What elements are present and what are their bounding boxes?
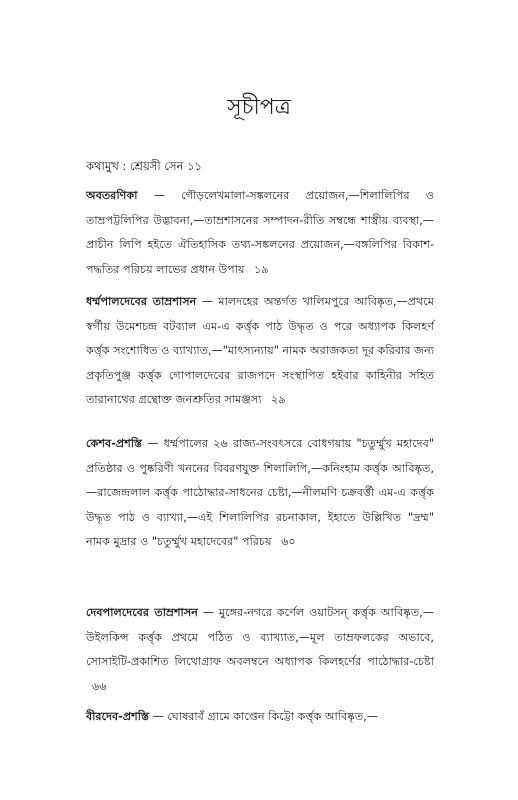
toc-entry-obotoronika <box>86 184 434 282</box>
entry-text: — ঘোষরাবঁ গ্রামে কাপ্তেন কিট্টো কর্ত্তৃক আবিষ্কৃত,— <box>152 710 378 723</box>
entry-text: — ধর্ম্মপালের ২৬ রাজ্য-সংবৎসরে বোধগয়ায় "চতুর্ম্মুখ মহাদেব" প্রতিষ্ঠার ও পুষ্করিণী খননের বিবরণযুক্ত শিলালিপি,—কনিংহাম কর্ত্তৃক আবিষ্কৃত,—রাজেন্দ্রলাল কর্ত্তৃক পাঠোদ্ধার-সাধনের চেষ্টা,—নীলমণি চক্রবর্ত্তী এম-এ কর্ত্তৃক উদ্ধৃত পাঠ ও ব্যাখ্যা,—এই শিলালিপির রচনাকাল, ইহাতে উল্লিখিত "দ্রম্ম" নামক মুদ্রার ও "চতুর্ম্মুখ মহাদেবের" পরিচয় <box>86 437 434 548</box>
intro-line: কথামুখ : শ্রেয়সী সেন ১১ <box>86 159 203 173</box>
entry-heading: কেশব-প্রশস্তি <box>86 437 143 450</box>
entry-text: — গৌড়লেখমালা-সঙ্কলনের প্রয়োজন,—শিলালিপির ও তাম্রপট্টলিপির উদ্ভাবনা,—তাম্রশাসনের সম্পাদন-রীতি সম্বন্ধে শাস্ত্রীয় ব্যবস্থা,—প্রাচীন লিপি হইতে ঐতিহাসিক তথ্য-সঙ্কলনের প্রয়োজন,—বঙ্গলিপির বিকাশ-পদ্ধতির পরিচয় লাভের প্রধান উপায় <box>86 189 435 276</box>
entry-page-number: ৬৬ <box>92 679 107 693</box>
entry-page-number: ২৯ <box>271 393 286 406</box>
toc-entry-devapala <box>86 601 434 699</box>
toc-entry-keshava <box>86 432 434 555</box>
page-title: সূচীপত্র <box>227 95 291 120</box>
entry-page-number: ৬০ <box>281 535 296 548</box>
entry-text: — মালদহের অন্তর্গত খালিমপুরে আবিষ্কৃত,—প্রথমে স্বর্গীয় উমেশচন্দ্র বটব্যাল এম-এ কর্ত্তৃক পাঠ উদ্ধৃত ও পরে অধ্যাপক কিলহর্ণ কর্ত্তৃক সংশোধিত ও ব্যাখ্যাত,—"মাৎস্যন্যায়" নামক অরাজকতা দূর করিবার জন্য প্রকৃতিপুঞ্জ কর্ত্তৃক গোপালদেবের রাজপদে সংস্থাপিত হইবার কাহিনীর সহিত তারানাথের গ্রন্থোক্ত জনশ্রুতির সামঞ্জস্য <box>86 295 434 406</box>
entry-heading: দেবপালদেবের তাম্রশাসন <box>86 606 198 619</box>
entry-heading: অবতরণিকা <box>86 189 138 202</box>
entry-text: — মুঙ্গের-নগরে কর্ণেল ওয়াটসন্ কর্ত্তৃক আবিষ্কৃত,—উইলকিন্স কর্ত্তৃক প্রথমে পঠিত ও ব্যাখ্যাত,—মূল তাম্রফলকের অভাবে, সোসাইটি-প্রকাশিত লিথোগ্রাফ অবলম্বনে অধ্যাপক কিলহর্ণের পাঠোদ্ধার-চেষ্টা <box>86 606 434 668</box>
entry-heading: বীরদেব-প্রশস্তি <box>86 710 150 723</box>
entry-page-number: ১৯ <box>254 262 269 276</box>
toc-entry-viradeva <box>86 705 434 730</box>
entry-heading: ধর্ম্মপালদেবের তাম্রশাসন <box>86 295 197 308</box>
toc-entry-dharmapala <box>86 290 434 413</box>
